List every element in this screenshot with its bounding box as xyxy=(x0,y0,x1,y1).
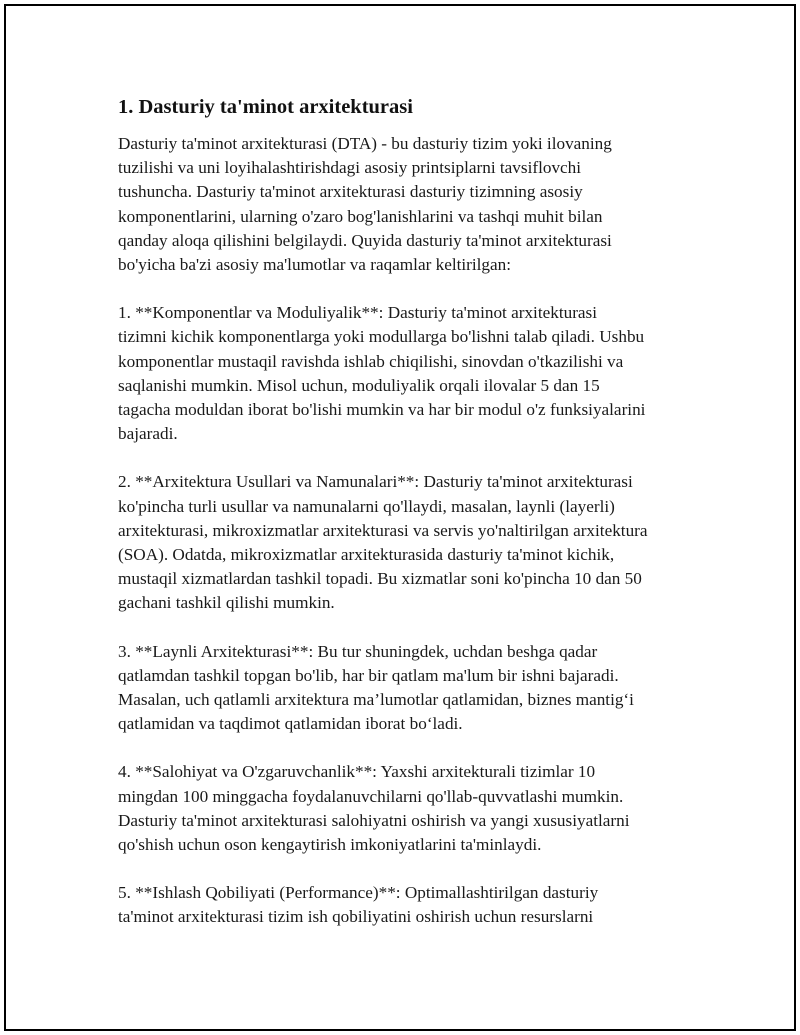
list-item-performance xyxy=(118,881,708,929)
paragraph-line: mingdan 100 minggacha foydalanuvchilarni qo'llab-quvvatlashi mumkin. xyxy=(118,786,624,806)
list-item-architecture-methods xyxy=(118,470,708,615)
paragraph-line: (SOA). Odatda, mikroxizmatlar arxitekturasida dasturiy ta'minot kichik, xyxy=(118,545,615,565)
paragraph-line: 1. **Komponentlar va Moduliyalik**: Dasturiy ta'minot arxitekturasi xyxy=(118,303,598,323)
paragraph-line: tushuncha. Dasturiy ta'minot arxitekturasi dasturiy tizimning asosiy xyxy=(118,182,583,202)
paragraph-line: tuzilishi va uni loyihalashtirishdagi asosiy printsiplarni tavsiflovchi xyxy=(118,158,582,178)
paragraph-line: komponentlar mustaqil ravishda ishlab chiqilishi, sinovdan o'tkazilishi va xyxy=(118,351,624,371)
paragraph-line: qatlamdan tashkil topgan bo'lib, har bir qatlam ma'lum bir ishni bajaradi. xyxy=(118,665,619,685)
paragraph-line: qanday aloqa qilishini belgilaydi. Quyida dasturiy ta'minot arxitekturasi xyxy=(118,230,612,250)
paragraph-line: mustaqil xizmatlardan tashkil topadi. Bu xizmatlar soni ko'pincha 10 dan 50 xyxy=(118,569,642,589)
paragraph-line: qatlamidan va taqdimot qatlamidan iborat bo‘ladi. xyxy=(118,714,463,734)
section-heading: 1. Dasturiy ta'minot arxitekturasi xyxy=(118,96,413,118)
paragraph-line: arxitekturasi, mikroxizmatlar arxitekturasi va servis yo'naltirilgan arxitektura xyxy=(118,520,648,540)
document-body xyxy=(118,94,708,954)
paragraph-line: 2. **Arxitektura Usullari va Namunalari**: Dasturiy ta'minot arxitekturasi xyxy=(118,472,633,492)
paragraph-line: Dasturiy ta'minot arxitekturasi (DTA) - bu dasturiy tizim yoki ilovaning xyxy=(118,134,612,153)
paragraph-line: ko'pincha turli usullar va namunalarni qo'llaydi, masalan, laynli (layerli) xyxy=(118,496,615,516)
paragraph-line: tizimni kichik komponentlarga yoki modullarga bo'lishni talab qiladi. Ushbu xyxy=(118,327,645,347)
paragraph-line: gachani tashkil qilishi mumkin. xyxy=(118,593,335,613)
paragraph-line: bajaradi. xyxy=(118,424,178,444)
intro-paragraph xyxy=(118,132,708,277)
list-item-layered-architecture xyxy=(118,640,708,737)
paragraph-line: bo'yicha ba'zi asosiy ma'lumotlar va raqamlar keltirilgan: xyxy=(118,255,512,275)
paragraph-line: komponentlarini, ularning o'zaro bog'lanishlarini va tashqi muhit bilan xyxy=(118,206,603,226)
paragraph-line: 3. **Laynli Arxitekturasi**: Bu tur shuningdek, uchdan beshga qadar xyxy=(118,641,598,661)
paragraph-line: qo'shish uchun oson kengaytirish imkoniyatlarini ta'minlaydi. xyxy=(118,835,542,855)
paragraph-line: tagacha moduldan iborat bo'lishi mumkin va har bir modul o'z funksiyalarini xyxy=(118,400,646,420)
paragraph-line: saqlanishi mumkin. Misol uchun, moduliyalik orqali ilovalar 5 dan 15 xyxy=(118,375,600,395)
paragraph-line: 5. **Ishlash Qobiliyati (Performance)**: Optimallashtirilgan dasturiy xyxy=(118,883,599,903)
document-page xyxy=(4,4,796,1031)
paragraph-line: Dasturiy ta'minot arxitekturasi salohiyatni oshirish va yangi xususiyatlarni xyxy=(118,810,630,830)
paragraph-line: ta'minot arxitekturasi tizim ish qobiliyatini oshirish uchun resurslarni xyxy=(118,907,594,927)
list-item-scalability xyxy=(118,760,708,857)
paragraph-line: 4. **Salohiyat va O'zgaruvchanlik**: Yaxshi arxitekturali tizimlar 10 xyxy=(118,762,596,782)
list-item-components xyxy=(118,301,708,446)
paragraph-line: Masalan, uch qatlamli arxitektura ma’lumotlar qatlamidan, biznes mantig‘i xyxy=(118,690,634,710)
